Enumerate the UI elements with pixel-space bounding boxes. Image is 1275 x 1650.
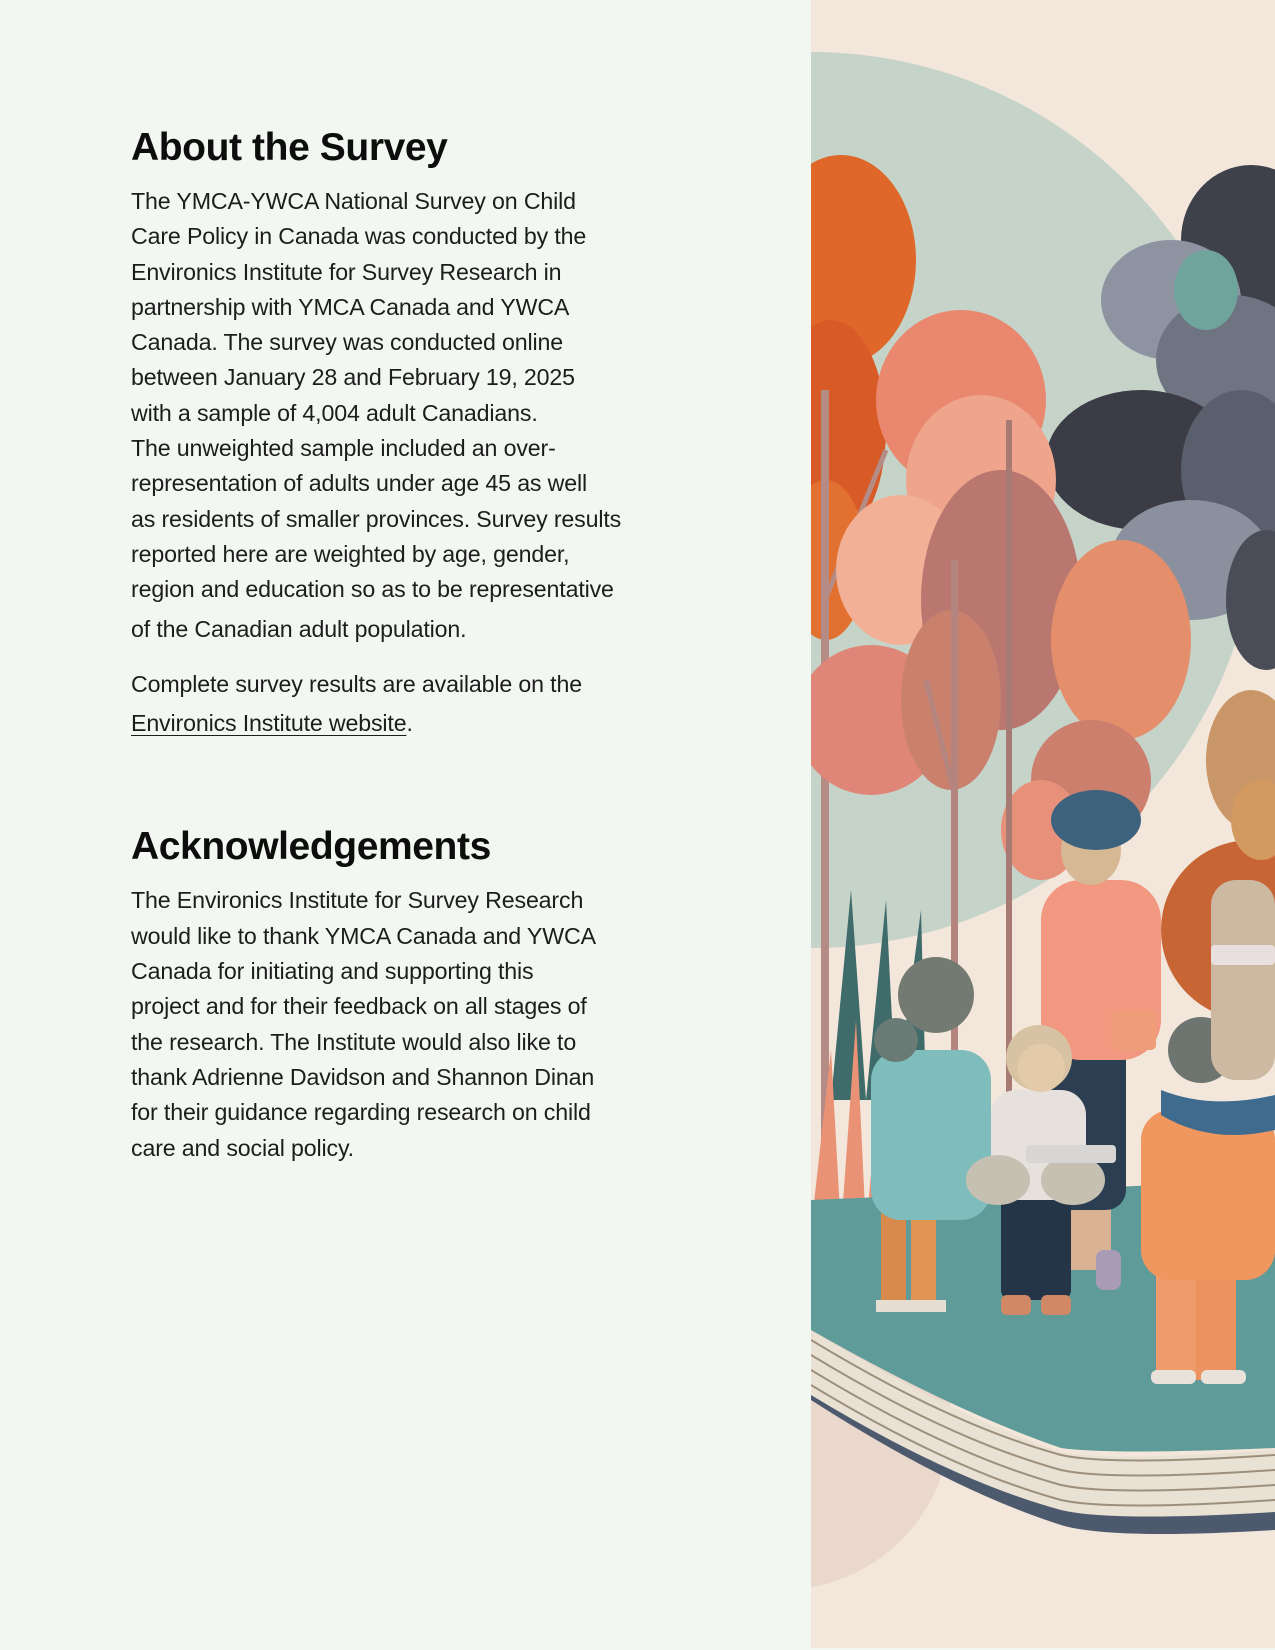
paragraph-line: of the Canadian adult population.: [131, 615, 467, 642]
paragraph-line: between January 28 and February 19, 2025: [131, 364, 575, 391]
paragraph-line: The unweighted sample included an over-: [131, 435, 556, 462]
right-adult-figure: [1211, 780, 1275, 1080]
results-availability-paragraph: [131, 667, 691, 742]
paragraph-line: care and social policy.: [131, 1134, 354, 1161]
paragraph-line: for their guidance regarding research on child: [131, 1099, 591, 1126]
paragraph-line: Canada. The survey was conducted online: [131, 329, 563, 356]
paragraph-line: as residents of smaller provinces. Survey results: [131, 505, 622, 532]
content-column: [131, 120, 691, 1166]
paragraph-line: partnership with YMCA Canada and YWCA: [131, 293, 570, 320]
about-survey-heading: About the Survey: [131, 126, 448, 169]
paragraph-line: would like to thank YMCA Canada and YWCA: [131, 922, 596, 949]
paragraph-line: The YMCA-YWCA National Survey on Child: [131, 188, 576, 214]
paragraph-line: region and education so as to be representative: [131, 576, 614, 603]
acknowledgements-paragraph: [131, 883, 691, 1165]
acknowledgements-heading: Acknowledgements: [131, 825, 491, 869]
paragraph-line: project and for their feedback on all stages of: [131, 993, 587, 1020]
results-text: Complete survey results are available on the: [131, 670, 582, 697]
paragraph-line: with a sample of 4,004 adult Canadians.: [131, 399, 538, 426]
paragraph-line: Canada for initiating and supporting this: [131, 958, 534, 985]
about-survey-paragraph: [131, 184, 691, 647]
illustration-panel: [811, 0, 1275, 1648]
paragraph-line: reported here are weighted by age, gender,: [131, 540, 570, 567]
link-suffix: .: [406, 710, 413, 737]
paragraph-line: The Environics Institute for Survey Research: [131, 887, 584, 914]
paragraph-line: representation of adults under age 45 as well: [131, 470, 588, 497]
children-reading-illustration: [811, 0, 1275, 1648]
paragraph-line: Environics Institute for Survey Research in: [131, 258, 562, 285]
environics-website-link[interactable]: Environics Institute website: [131, 710, 407, 737]
paragraph-line: the research. The Institute would also like to: [131, 1028, 577, 1055]
paragraph-line: thank Adrienne Davidson and Shannon Dinan: [131, 1063, 595, 1090]
paragraph-line: Care Policy in Canada was conducted by the: [131, 223, 587, 250]
